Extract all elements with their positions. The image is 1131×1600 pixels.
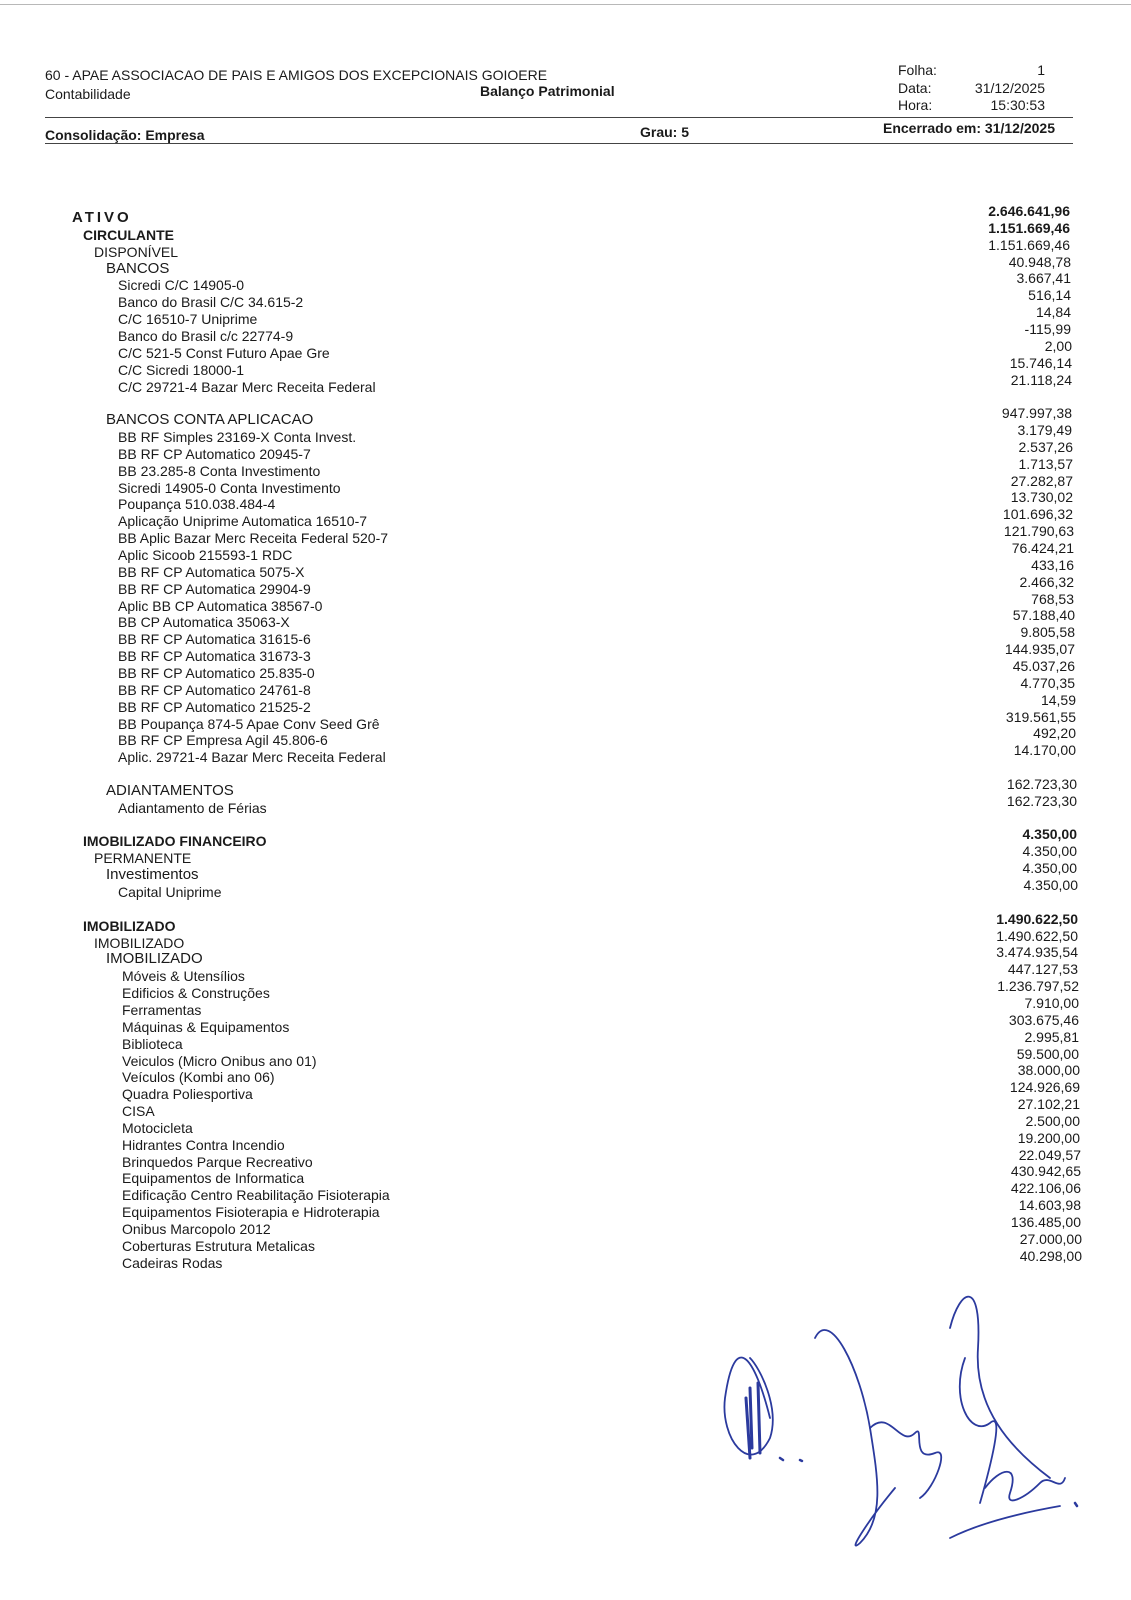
row-amount: 38.000,00: [1017, 1062, 1080, 1079]
row-amount: 162.723,30: [1006, 775, 1077, 792]
row-amount: 3.667,41: [1016, 270, 1071, 287]
row-label: Hidrantes Contra Incendio: [122, 1136, 285, 1153]
row-amount: 303.675,46: [1008, 1011, 1079, 1028]
row-amount: 447.127,53: [1007, 961, 1078, 978]
row-amount: 9.805,58: [1020, 624, 1075, 641]
row-label: Aplic Sicoob 215593-1 RDC: [118, 547, 293, 563]
row-amount: 319.561,55: [1005, 708, 1076, 725]
row-label: Equipamentos Fisioterapia e Hidroterapia: [122, 1204, 380, 1221]
row-amount: 2.646.641,96: [988, 203, 1070, 219]
row-amount: 2.537,26: [1018, 438, 1073, 455]
row-amount: 7.910,00: [1024, 994, 1079, 1011]
row-label: CIRCULANTE: [83, 226, 174, 243]
row-amount: 14.170,00: [1013, 742, 1076, 759]
folha-label: Folha:: [898, 62, 937, 78]
row-amount: 516,14: [1028, 287, 1071, 304]
row-label: BB RF CP Automatico 20945-7: [118, 445, 311, 462]
row-label: C/C 521-5 Const Futuro Apae Gre: [118, 344, 330, 361]
row-amount: 1.151.669,46: [988, 236, 1070, 253]
row-label: Veiculos (Micro Onibus ano 01): [122, 1052, 317, 1069]
row-label: BB RF CP Automatico 24761-8: [118, 681, 311, 698]
row-amount: 4.350,00: [1023, 877, 1078, 893]
row-label: Sicredi C/C 14905-0: [118, 277, 245, 294]
row-amount: 1.490.622,50: [996, 927, 1078, 944]
row-amount: 492,20: [1033, 725, 1076, 742]
row-label: Biblioteca: [122, 1035, 183, 1052]
row-label: ADIANTAMENTOS: [106, 781, 234, 799]
row-label: Motocicleta: [122, 1119, 193, 1136]
row-label: Investimentos: [106, 866, 199, 884]
row-label: BANCOS: [106, 259, 170, 277]
row-amount: 40.298,00: [1019, 1247, 1082, 1264]
row-label: BB RF CP Automatica 29904-9: [118, 580, 311, 597]
row-label: Máquinas & Equipamentos: [122, 1018, 290, 1035]
row-amount: 14,59: [1040, 691, 1076, 708]
row-label: DISPONÍVEL: [94, 243, 179, 260]
row-label: BB RF CP Automatica 5075-X: [118, 563, 305, 580]
row-amount: 19.200,00: [1017, 1129, 1080, 1146]
row-label: Equipamentos de Informatica: [122, 1170, 305, 1187]
row-label: IMOBILIZADO: [94, 934, 185, 951]
row-label: Aplic. 29721-4 Bazar Merc Receita Federal: [118, 749, 386, 766]
row-label: C/C 29721-4 Bazar Merc Receita Federal: [118, 378, 376, 395]
row-amount: 101.696,32: [1002, 506, 1073, 523]
data-label: Data:: [898, 80, 932, 96]
row-label: PERMANENTE: [94, 850, 192, 867]
row-amount: 3.179,49: [1017, 422, 1072, 439]
row-amount: 1.151.669,46: [988, 219, 1070, 236]
row-label: BB RF CP Automatica 31615-6: [118, 631, 311, 648]
row-label: Edificação Centro Reabilitação Fisioterapia: [122, 1187, 390, 1204]
row-label: Banco do Brasil c/c 22774-9: [118, 327, 294, 344]
row-amount: 4.350,00: [1022, 826, 1077, 843]
row-label: BB RF CP Automatico 21525-2: [118, 698, 311, 715]
consolidacao-label: Consolidação: Empresa: [45, 127, 205, 143]
row-label: Quadra Poliesportiva: [122, 1086, 253, 1103]
row-label: Sicredi 14905-0 Conta Investimento: [118, 479, 341, 496]
row-label: BB RF CP Automatico 25.835-0: [118, 664, 315, 681]
row-amount: 22.049,57: [1018, 1146, 1081, 1163]
row-label: BB RF CP Automatica 31673-3: [118, 648, 311, 665]
row-amount: 136.485,00: [1010, 1214, 1081, 1230]
row-amount: 15.746,14: [1009, 354, 1072, 371]
row-amount: 45.037,26: [1012, 657, 1075, 674]
row-amount: 59.500,00: [1016, 1045, 1079, 1062]
row-amount: 1.713,57: [1018, 455, 1073, 472]
row-amount: 27.102,21: [1017, 1096, 1080, 1113]
row-amount: 422.106,06: [1010, 1180, 1081, 1197]
row-amount: 2.995,81: [1024, 1028, 1079, 1045]
row-amount: 1.236.797,52: [997, 978, 1079, 995]
row-label: IMOBILIZADO: [83, 917, 176, 934]
row-label: IMOBILIZADO FINANCEIRO: [83, 833, 267, 850]
row-amount: 14,84: [1035, 304, 1071, 321]
row-amount: 27.282,87: [1010, 472, 1073, 489]
row-label: Adiantamento de Férias: [118, 799, 267, 816]
row-amount: 4.350,00: [1022, 860, 1077, 877]
row-amount: 4.770,35: [1020, 674, 1075, 691]
row-label: Móveis & Utensílios: [122, 968, 245, 985]
row-amount: 2.466,32: [1019, 573, 1074, 590]
row-amount: -115,99: [1024, 320, 1071, 337]
folha-value: 1: [1037, 62, 1045, 78]
entity-name: 60 - APAE ASSOCIACAO DE PAIS E AMIGOS DOS EXCEPCIONAIS GOIOERE: [45, 67, 548, 83]
row-amount: 430.942,65: [1010, 1163, 1081, 1180]
row-label: Aplicação Uniprime Automatica 16510-7: [118, 513, 368, 530]
row-amount: 2,00: [1044, 337, 1072, 354]
encerrado-label: Encerrado em: 31/12/2025: [883, 120, 1055, 136]
row-label: BB Aplic Bazar Merc Receita Federal 520-7: [118, 530, 389, 547]
row-amount: 57.188,40: [1012, 607, 1075, 624]
row-label: Onibus Marcopolo 2012: [122, 1221, 271, 1237]
row-amount: 947.997,38: [1001, 405, 1072, 422]
row-amount: 2.500,00: [1025, 1112, 1080, 1129]
row-label: CISA: [122, 1103, 155, 1120]
row-label: Banco do Brasil C/C 34.615-2: [118, 294, 304, 311]
row-label: C/C 16510-7 Uniprime: [118, 311, 258, 328]
row-label: Brinquedos Parque Recreativo: [122, 1153, 313, 1170]
row-label: Aplic BB CP Automatica 38567-0: [118, 597, 323, 614]
row-label: BB CP Automatica 35063-X: [118, 614, 290, 631]
signature-image: [720, 1288, 1090, 1558]
row-label: BANCOS CONTA APLICACAO: [106, 411, 314, 429]
data-value: 31/12/2025: [974, 80, 1045, 96]
row-label: Coberturas Estrutura Metalicas: [122, 1237, 315, 1254]
row-label: Veículos (Kombi ano 06): [122, 1069, 275, 1086]
row-amount: 121.790,63: [1003, 523, 1074, 540]
row-amount: 14.603,98: [1018, 1197, 1081, 1214]
row-amount: 768,53: [1031, 590, 1074, 607]
row-label: Capital Uniprime: [118, 884, 222, 900]
row-label: C/C Sicredi 18000-1: [118, 361, 245, 378]
row-label: Cadeiras Rodas: [122, 1254, 223, 1271]
row-amount: 27.000,00: [1019, 1230, 1082, 1247]
row-amount: 13.730,02: [1010, 489, 1073, 506]
hora-value: 15:30:53: [990, 97, 1045, 113]
row-label: ATIVO: [72, 209, 132, 226]
row-label: Ferramentas: [122, 1001, 202, 1018]
row-amount: 433,16: [1031, 556, 1074, 573]
report-title: Balanço Patrimonial: [480, 83, 615, 99]
row-amount: 76.424,21: [1011, 540, 1074, 556]
row-label: BB Poupança 874-5 Apae Conv Seed Grê: [118, 715, 380, 732]
row-label: Poupança 510.038.484-4: [118, 496, 276, 513]
module-name: Contabilidade: [45, 86, 131, 102]
row-label: Edificios & Construções: [122, 985, 270, 1002]
row-label: BB 23.285-8 Conta Investimento: [118, 462, 321, 479]
grau-label: Grau: 5: [640, 124, 690, 140]
row-amount: 162.723,30: [1006, 792, 1077, 809]
row-amount: 21.118,24: [1010, 371, 1072, 388]
row-amount: 1.490.622,50: [996, 910, 1078, 927]
row-label: BB RF CP Empresa Agil 45.806-6: [118, 732, 328, 749]
row-amount: 4.350,00: [1022, 843, 1077, 860]
row-amount: 144.935,07: [1004, 641, 1075, 658]
row-label: IMOBILIZADO: [106, 950, 203, 968]
row-amount: 124.926,69: [1009, 1079, 1080, 1096]
row-label: BB RF Simples 23169-X Conta Invest.: [118, 429, 357, 446]
row-amount: 3.474.935,54: [996, 944, 1078, 961]
row-amount: 40.948,78: [1008, 253, 1071, 270]
hora-label: Hora:: [898, 97, 933, 113]
